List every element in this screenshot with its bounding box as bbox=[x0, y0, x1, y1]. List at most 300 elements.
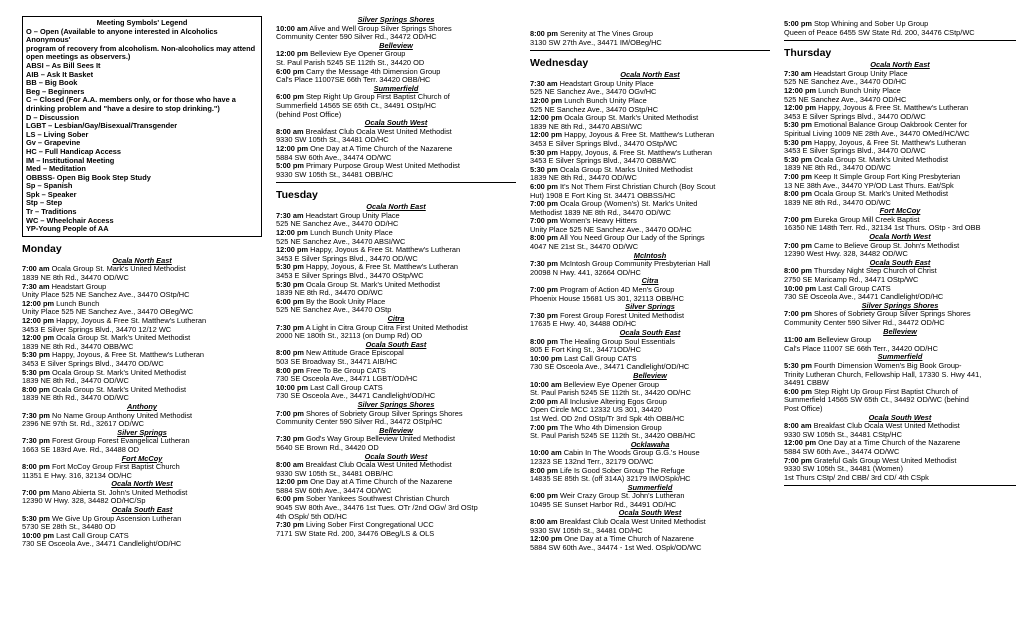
meeting-address: Spiritual Living 1009 NE 28th Ave., 34470 OMed/HC/WC bbox=[784, 129, 970, 138]
meeting-address: 525 NE Sanchez Ave., 34470 OStp/HC bbox=[530, 105, 659, 114]
meeting-name: Headstart Group Unity Place bbox=[813, 69, 908, 78]
meeting-entry bbox=[22, 300, 262, 309]
meeting-time: 7:30 pm bbox=[276, 435, 304, 444]
area-heading: Anthony bbox=[127, 401, 157, 411]
day-heading: Tuesday bbox=[276, 189, 318, 202]
meeting-time: 12:00 pm bbox=[22, 317, 55, 325]
meeting-time: 7:00 pm bbox=[530, 217, 558, 226]
meeting-address: 5884 SW 60th Ave., 34474 - 1st Wed. OSpk/OD/WC bbox=[530, 543, 702, 552]
meeting-name: Lunch Bunch Unity Place bbox=[564, 96, 647, 105]
meeting-time: 7:30 pm bbox=[22, 437, 50, 446]
meeting-time: 8:00 pm bbox=[530, 466, 558, 475]
area-heading: Ocala North East bbox=[870, 60, 930, 70]
meeting-address: 3453 E Silver Springs Blvd., 34470 OStp/WC bbox=[276, 272, 424, 281]
legend-box bbox=[22, 16, 262, 237]
meeting-name: Happy, Joyous, & Free St. Matthew's Lutheran bbox=[560, 148, 713, 157]
area-heading: Fort McCoy bbox=[121, 453, 163, 463]
meeting-name: We Give Up Group Ascension Lutheran bbox=[52, 514, 182, 523]
column-1 bbox=[22, 0, 262, 549]
meeting-address: 3453 E Silver Springs Blvd., 34470 OD/WC bbox=[22, 359, 164, 368]
meeting-entry bbox=[276, 349, 516, 358]
meeting-time: 8:00 pm bbox=[276, 366, 304, 375]
meeting-address: 1839 NE 8th Rd., 34470 OD/WC bbox=[530, 174, 637, 183]
meeting-entry bbox=[276, 212, 516, 221]
meeting-entry bbox=[530, 381, 770, 390]
meeting-time: 5:00 pm bbox=[276, 162, 304, 171]
meeting-address: 3453 E Silver Springs Blvd., 34470 OD/WC bbox=[784, 147, 926, 156]
meeting-name: Ocala Group St. Mark's United Methodist bbox=[564, 114, 699, 123]
meeting-name: Step Right Up Group First Baptist Church of bbox=[306, 93, 450, 102]
meeting-name: Ocala Group (Women's) St. Mark's United bbox=[560, 200, 698, 209]
meeting-name: Lunch Bunch Unity Place bbox=[818, 86, 901, 95]
meeting-name: Happy, Joyous, & Free St. Matthew's Lutheran bbox=[306, 263, 459, 272]
meeting-entry bbox=[276, 246, 516, 255]
meeting-address: 4047 NE 21st St., 34470 OD/WC bbox=[530, 243, 639, 252]
area-heading: Ocklawaha bbox=[630, 439, 670, 449]
area-heading: Summerfield bbox=[877, 352, 923, 362]
meeting-name: No Name Group Anthony United Methodist bbox=[52, 411, 193, 420]
meeting-name: Forest Group Forest Evangelical Lutheran bbox=[52, 437, 190, 446]
meeting-entry bbox=[784, 70, 1016, 79]
meeting-entry bbox=[276, 521, 516, 530]
meeting-time: 5:30 pm bbox=[784, 155, 812, 164]
meeting-address: 3130 SW 27th Ave., 34471 IM/OBeg/HC bbox=[530, 38, 662, 47]
meeting-address: 2750 SE Maricamp Rd., 34471 OStp/WC bbox=[784, 276, 919, 285]
meeting-time: 7:30 am bbox=[784, 69, 812, 78]
meeting-name: Breakfast Club Ocala West United Methodist bbox=[813, 422, 960, 431]
meeting-time: 7:30 pm bbox=[276, 521, 304, 530]
section-divider bbox=[784, 40, 1016, 41]
meeting-time: 5:30 pm bbox=[276, 280, 304, 289]
meeting-address: 9330 SW 105th St., 34481 OBB/HC bbox=[276, 469, 394, 478]
meeting-name: Program of Action 4D Men's Group bbox=[560, 286, 675, 295]
legend-line: LGBT – Lesbian/Gay/Bisexual/Transgender bbox=[26, 121, 178, 131]
meeting-address: Hut) 1908 E Fort King St. 34471 OBBSS/HC bbox=[530, 191, 676, 200]
meeting-address: Cal's Place 11007 SE 66th Terr., 34420 OD/HC bbox=[784, 344, 938, 353]
meeting-time: 8:00 pm bbox=[530, 30, 558, 38]
meeting-time: 7:00 pm bbox=[530, 200, 558, 209]
meeting-entry bbox=[22, 351, 262, 360]
legend-line: Sp – Spanish bbox=[26, 181, 73, 191]
meeting-time: 6:00 pm bbox=[276, 93, 304, 102]
meeting-entry bbox=[784, 190, 1016, 199]
meeting-address: 13 NE 38th Ave., 34470 YP/OD Last Thurs. Eat/Spk bbox=[784, 181, 954, 190]
meeting-address: 9330 SW 105th St., 34481 OD/HC bbox=[530, 526, 643, 535]
meeting-entry bbox=[784, 156, 1016, 165]
meeting-time: 7:30 am bbox=[22, 282, 50, 291]
legend-line: LS – Living Sober bbox=[26, 129, 89, 139]
meeting-time: 12:00 pm bbox=[530, 114, 563, 123]
day-heading: Thursday bbox=[784, 47, 832, 60]
meeting-entry bbox=[784, 87, 1016, 96]
meeting-address: Methodist 1839 NE 8th Rd., 34470 OD/WC bbox=[530, 208, 671, 217]
meeting-time: 12:00 pm bbox=[276, 478, 309, 487]
meeting-name: Last Call Group CATS bbox=[564, 354, 637, 363]
legend-line: drinking problem and "have a desire to stop drinking.") bbox=[26, 103, 220, 113]
day-heading: Wednesday bbox=[530, 57, 589, 70]
meeting-time: 5:30 pm bbox=[784, 121, 812, 130]
meeting-entry bbox=[530, 492, 770, 501]
meeting-entry bbox=[784, 104, 1016, 113]
meeting-address: 1st Wed. OD 2nd OStp/Tr 3rd Spk 4th OBB/HC bbox=[530, 414, 685, 423]
meeting-entry bbox=[784, 216, 1016, 225]
meeting-name: Fort McCoy Group First Baptist Church bbox=[52, 463, 180, 472]
meeting-time: 7:00 pm bbox=[22, 488, 50, 497]
area-heading: Ocala North West bbox=[869, 232, 931, 242]
meeting-time: 12:00 pm bbox=[276, 144, 309, 153]
meeting-address: 11351 E Hwy. 316, 32134 OD/HC bbox=[22, 471, 132, 480]
meeting-entry bbox=[530, 312, 770, 321]
meeting-name: Belleview Eye Opener Group bbox=[310, 50, 406, 59]
meeting-entry bbox=[530, 131, 770, 140]
meeting-name: Breakfast Club Ocala West United Methodist bbox=[305, 461, 452, 470]
meeting-entry bbox=[276, 145, 516, 154]
meeting-entry bbox=[276, 478, 516, 487]
meeting-name: Ocala Group St. Marks United Methodist bbox=[560, 165, 693, 174]
meeting-address: 730 SE Osceola Ave., 34471 Candlelight/OD/HC bbox=[530, 363, 690, 372]
meeting-address: 5884 SW 60th Ave., 34474 OD/WC bbox=[276, 486, 392, 495]
meeting-entry bbox=[22, 489, 262, 498]
meeting-address: 14835 SE 85th St. (off 314A) 32179 IM/OSpk/HC bbox=[530, 475, 691, 484]
meeting-name: Ocala Group St. Mark's United Methodist bbox=[814, 155, 949, 164]
meeting-time: 8:00 pm bbox=[530, 337, 558, 346]
meeting-entry bbox=[784, 388, 1016, 397]
meeting-entry bbox=[276, 68, 516, 77]
meeting-entry bbox=[784, 457, 1016, 466]
legend-line: Gv – Grapevine bbox=[26, 138, 81, 148]
meeting-time: 12:00 pm bbox=[530, 535, 563, 544]
meeting-entry bbox=[784, 121, 1016, 130]
area-heading: Ocala South West bbox=[618, 508, 682, 518]
meeting-time: 6:00 pm bbox=[530, 492, 558, 501]
meeting-name: Cabin In The Woods Group G.G.'s House bbox=[563, 449, 700, 458]
meeting-time: 12:00 pm bbox=[276, 246, 309, 255]
meeting-name: Happy, Joyous & Free St. Matthew's Lutheran bbox=[310, 246, 461, 255]
meeting-name: Living Sober First Congregational UCC bbox=[306, 521, 434, 530]
meeting-address: 1839 NE 8th Rd., 34470 ABSI/WC bbox=[530, 122, 643, 131]
meeting-entry bbox=[530, 398, 770, 407]
meeting-entry bbox=[276, 229, 516, 238]
area-heading: Ocala South East bbox=[869, 257, 931, 267]
meeting-time: 7:00 pm bbox=[784, 310, 812, 319]
meeting-name: Women's Heavy Hitters bbox=[560, 217, 637, 226]
meeting-address: 17635 E Hwy. 40, 34488 OD/HC bbox=[530, 320, 637, 329]
meeting-address: St. Paul Parish 5245 SE 112th St., 34420 OD/HC bbox=[530, 389, 691, 398]
meeting-entry bbox=[530, 30, 770, 39]
meeting-entry bbox=[530, 535, 770, 544]
meeting-time: 7:30 pm bbox=[276, 323, 304, 332]
meeting-name: Last Call Group CATS bbox=[56, 531, 129, 540]
meeting-name: Ocala Group St. Mark's United Methodist bbox=[56, 334, 191, 343]
meeting-time: 10:00 pm bbox=[22, 531, 55, 540]
section-divider bbox=[784, 485, 1016, 486]
area-heading: Citra bbox=[387, 314, 405, 323]
meeting-name: Thursday Night Step Church of Christ bbox=[813, 267, 937, 276]
meeting-entry bbox=[784, 285, 1016, 294]
meeting-entry bbox=[276, 25, 516, 34]
meeting-address: Unity Place 525 NE Sanchez Ave., 34470 OD/HC bbox=[530, 225, 692, 234]
area-heading: Silver Springs bbox=[117, 427, 167, 437]
meeting-address: 3453 E Silver Springs Blvd., 34470 OD/WC bbox=[276, 254, 418, 263]
meeting-name: Happy, Joyous & Free St. Matthew's Lutheran bbox=[56, 317, 207, 325]
legend-line: Med – Meditation bbox=[26, 164, 86, 174]
meeting-entry bbox=[22, 515, 262, 524]
meeting-name: Lunch Bunch bbox=[56, 299, 100, 308]
meeting-address: Cal's Place 11007SE 66th Terr. 34420 OBB/HC bbox=[276, 76, 431, 85]
meeting-time: 12:00 pm bbox=[784, 104, 817, 113]
meeting-time: 7:00 pm bbox=[784, 215, 812, 224]
meeting-time: 7:30 am bbox=[276, 211, 304, 220]
meeting-name: Belleview Group bbox=[817, 336, 872, 345]
meeting-time: 8:00 am bbox=[784, 422, 812, 431]
meeting-entry bbox=[530, 149, 770, 158]
area-heading: Ocala North East bbox=[112, 255, 172, 265]
meeting-time: 5:30 pm bbox=[530, 148, 558, 157]
meeting-name: Headstart Group Unity Place bbox=[559, 79, 654, 88]
meeting-time: 5:30 pm bbox=[22, 368, 50, 377]
legend-line: C – Closed (For A.A. members only, or for those who have a bbox=[26, 95, 236, 105]
meeting-name: Alive and Well Group Silver Springs Shores bbox=[309, 24, 452, 33]
meeting-address: Phoenix House 15681 US 301, 32113 OBB/HC bbox=[530, 294, 684, 303]
meeting-address: 20098 N Hwy. 441, 32664 OD/HC bbox=[530, 268, 641, 277]
meeting-time: 5:30 pm bbox=[22, 514, 50, 523]
meeting-entry bbox=[276, 324, 516, 333]
meeting-address: 525 NE Sanchez Ave., 34470 OD/HC bbox=[784, 78, 907, 87]
meeting-name: New Attitude Grace Episcopal bbox=[306, 349, 404, 358]
area-heading: Silver Springs Shores bbox=[861, 300, 939, 310]
meeting-address: 3453 E Silver Springs Blvd., 34470 OStp/WC bbox=[530, 139, 678, 148]
meeting-name: Ocala Group St. Mark's United Methodist bbox=[51, 265, 186, 274]
meeting-address: 525 NE Sanchez Ave., 34470 OGv/HC bbox=[530, 88, 657, 97]
meeting-address: 5640 SE Brown Rd., 34420 OD bbox=[276, 443, 379, 452]
legend-line: Beg – Beginners bbox=[26, 86, 85, 96]
area-heading: Ocala North West bbox=[111, 479, 173, 489]
meeting-entry bbox=[22, 532, 262, 541]
legend-line: BB – Big Book bbox=[26, 78, 78, 88]
meeting-name: Came to Believe Group St. John's Methodist bbox=[814, 241, 960, 250]
meeting-address: 730 SE Osceola Ave., 34471 Candlelight/OD/HC bbox=[276, 392, 436, 401]
meeting-time: 7:00 pm bbox=[276, 409, 304, 418]
meeting-entry bbox=[530, 234, 770, 243]
meeting-entry bbox=[530, 166, 770, 175]
meeting-address: 34491 CBBW bbox=[784, 379, 829, 388]
meeting-entry bbox=[22, 412, 262, 421]
meeting-address: 805 E Fort King St., 34471OD/HC bbox=[530, 346, 641, 355]
legend-line: O – Open (Available to anyone interested in Alcoholics Anonymous' bbox=[26, 26, 218, 45]
meeting-address: (behind Post Office) bbox=[276, 110, 342, 119]
meeting-time: 7:00 pm bbox=[784, 172, 812, 181]
meeting-entry bbox=[530, 114, 770, 123]
meeting-address: 730 SE Osceola Ave., 34471 Candlelight/OD/HC bbox=[784, 293, 944, 302]
legend-line: YP-Young People of AA bbox=[26, 224, 109, 234]
meeting-entry bbox=[784, 422, 1016, 431]
meeting-time: 10:00 pm bbox=[784, 284, 817, 293]
meeting-entry bbox=[276, 281, 516, 290]
meeting-time: 10:00 pm bbox=[276, 383, 309, 392]
meeting-time: 8:00 pm bbox=[22, 385, 50, 394]
meeting-entry bbox=[530, 286, 770, 295]
meeting-address: 12390 West Hwy. 328, 34482 OD/WC bbox=[784, 250, 908, 259]
meeting-time: 6:00 pm bbox=[530, 182, 558, 191]
meeting-entry bbox=[276, 435, 516, 444]
meeting-time: 12:00 pm bbox=[530, 131, 563, 140]
meeting-name: Breakfast Club Ocala West United Methodist bbox=[305, 127, 452, 136]
meeting-address: 16350 NE 148th Terr. Rd., 32134 1st Thurs. OStp - 3rd OBB bbox=[784, 224, 981, 233]
meeting-entry bbox=[276, 128, 516, 137]
meeting-name: Serenity at The Vines Group bbox=[560, 30, 653, 38]
meeting-time: 10:00 pm bbox=[530, 354, 563, 363]
meeting-name: Free To Be Group CATS bbox=[306, 366, 386, 375]
meeting-address: 525 NE Sanchez Ave., 34470 OStp bbox=[276, 306, 392, 315]
meeting-name: One Day at a Time Church of Nazarene bbox=[564, 535, 694, 544]
meeting-address: Unity Place 525 NE Sanchez Ave., 34470 OBeg/WC bbox=[22, 308, 194, 317]
area-heading: Belleview bbox=[633, 370, 667, 380]
legend-line: Tr – Traditions bbox=[26, 207, 77, 217]
meeting-address: 2000 NE 180th St., 32113 (on Dump Rd) OD bbox=[276, 332, 423, 341]
day-heading: Monday bbox=[22, 242, 62, 255]
meeting-entry bbox=[784, 139, 1016, 148]
meeting-entry bbox=[530, 183, 770, 192]
meeting-address: Open Circle MCC 12332 US 301, 34420 bbox=[530, 406, 662, 415]
meeting-time: 7:00 pm bbox=[784, 456, 812, 465]
meeting-name: Sober Yankees Southwest Christian Church bbox=[306, 495, 450, 504]
meeting-address: 4th OSpk/ 5th OD/HC bbox=[276, 512, 348, 521]
meeting-entry bbox=[530, 97, 770, 106]
meeting-entry bbox=[530, 467, 770, 476]
meeting-address: 1839 NE 8th Rd., 34470 OD/WC bbox=[276, 289, 383, 298]
meeting-address: Community Center 590 Silver Rd., 34472 OD/HC bbox=[276, 33, 437, 42]
meeting-address: 1839 NE 8th Rd., 34470 OBB/WC bbox=[22, 342, 134, 351]
meeting-address: 525 NE Sanchez Ave., 34470 ABSI/WC bbox=[276, 237, 406, 246]
meeting-entry bbox=[784, 267, 1016, 276]
meeting-time: 2:00 pm bbox=[530, 397, 558, 406]
meeting-address: 3453 E Silver Springs Blvd., 34470 OBB/WC bbox=[530, 157, 677, 166]
meeting-time: 8:00 pm bbox=[784, 190, 812, 199]
meeting-entry bbox=[22, 437, 262, 446]
meeting-name: Weir Crazy Group St. John's Lutheran bbox=[560, 492, 685, 501]
meeting-entry bbox=[22, 369, 262, 378]
area-heading: Fort McCoy bbox=[879, 206, 921, 216]
meeting-address: Community Center 590 Silver Rd., 34472 OD/HC bbox=[784, 319, 945, 327]
legend-line: D – Discussion bbox=[26, 112, 79, 122]
area-heading: Ocala South West bbox=[364, 451, 428, 461]
meeting-time: 7:00 pm bbox=[784, 241, 812, 250]
area-heading: Summerfield bbox=[373, 83, 419, 93]
meeting-entry bbox=[276, 162, 516, 171]
meeting-address: 12323 SE 132nd Terr., 32179 OD/WC bbox=[530, 457, 654, 466]
area-heading: Summerfield bbox=[627, 482, 673, 492]
area-heading: Belleview bbox=[883, 326, 917, 336]
meeting-address: Summerfield 14565 SW 65th Ct., 34492 OD/WC (behind bbox=[784, 396, 969, 405]
meeting-time: 12:00 pm bbox=[276, 50, 309, 59]
meeting-address: 9045 SW 80th Ave., 34476 1st Tues. OTr /2nd OGv/ 3rd OStp bbox=[276, 504, 478, 513]
meeting-entry bbox=[22, 265, 262, 274]
meeting-entry bbox=[276, 495, 516, 504]
meeting-address: 9330 SW 105th St., 34481 (Women) bbox=[784, 465, 904, 474]
meeting-time: 5:00 pm bbox=[784, 20, 812, 28]
meeting-name: Grateful Gals Group West United Methodist bbox=[814, 456, 957, 465]
area-heading: Belleview bbox=[379, 40, 413, 50]
meeting-name: The Who 4th Dimension Group bbox=[559, 423, 662, 432]
column-3 bbox=[530, 0, 770, 552]
meeting-name: Ocala Group St. Mark's United Methodist bbox=[52, 385, 187, 394]
meeting-name: Ocala Group St. Mark's United Methodist bbox=[52, 368, 187, 377]
meeting-time: 6:00 pm bbox=[276, 297, 304, 306]
meeting-address: 7171 SW State Rd. 200, 34476 OBeg/LS & OLS bbox=[276, 529, 435, 538]
meeting-address: 12390 W Hwy. 328, 34482 OD/HC/Sp bbox=[22, 497, 146, 506]
legend-line: HC – Full Handicap Access bbox=[26, 146, 122, 156]
meeting-address: 2396 NE 97th St. Rd., 32617 OD/WC bbox=[22, 420, 145, 429]
meeting-name: Mano Abierta St. John's United Methodist bbox=[52, 488, 188, 497]
area-heading: Ocala South East bbox=[111, 505, 173, 515]
meeting-entry bbox=[530, 518, 770, 527]
meeting-time: 5:30 pm bbox=[784, 361, 812, 370]
meeting-name: Happy, Joyous & Free St. Matthew's Lutheran bbox=[564, 131, 715, 140]
meeting-time: 5:30 pm bbox=[276, 263, 304, 272]
meeting-time: 7:00 pm bbox=[530, 286, 558, 295]
meeting-time: 7:30 pm bbox=[530, 311, 558, 320]
meeting-address: 5884 SW 60th Ave., 34474 OD/WC bbox=[784, 447, 900, 456]
area-heading: Ocala South West bbox=[868, 412, 932, 422]
meeting-address: Community Center 590 Silver Rd., 34472 OStp/HC bbox=[276, 418, 443, 427]
meeting-entry bbox=[784, 173, 1016, 182]
legend-title: Meeting Symbols' Legend bbox=[96, 18, 188, 27]
legend-line: open meetings as observers.) bbox=[26, 52, 131, 62]
meeting-time: 10:00 am bbox=[530, 380, 562, 389]
meeting-time: 6:00 pm bbox=[784, 387, 812, 396]
meeting-name: Ocala Group St. Mark's United Methodist bbox=[814, 190, 949, 199]
meeting-entry bbox=[276, 263, 516, 272]
meeting-entry bbox=[530, 260, 770, 269]
legend-line: Stp – Step bbox=[26, 198, 63, 208]
meeting-name: Forest Group Forest United Methodist bbox=[560, 311, 685, 320]
meeting-name: Primary Purpose Group West United Methodist bbox=[306, 162, 460, 171]
meeting-name: God's Way Group Belleview United Methodist bbox=[306, 435, 456, 444]
meeting-address: 1st Thurs CStp/ 2nd CBB/ 3rd CD/ 4th CSpk bbox=[784, 473, 929, 482]
legend-line: Spk – Speaker bbox=[26, 189, 77, 199]
meeting-name: The Healing Group Soul Essentials bbox=[559, 337, 675, 346]
area-heading: Ocala North East bbox=[366, 202, 426, 212]
meeting-name: Stop Whining and Sober Up Group bbox=[814, 20, 929, 28]
meeting-entry bbox=[22, 317, 262, 326]
meeting-entry bbox=[276, 410, 516, 419]
meeting-address: 1839 NE 8th Rd., 34470 OD/WC bbox=[22, 394, 129, 403]
meeting-address: St. Paul Parish 5245 SE 112th St., 34420 OBB/HC bbox=[530, 432, 696, 441]
meeting-name: All Inclusive Altering Egos Group bbox=[559, 397, 667, 406]
meeting-time: 8:00 am bbox=[530, 518, 558, 527]
column-2 bbox=[276, 0, 516, 538]
meeting-entry bbox=[22, 283, 262, 292]
meeting-time: 12:00 pm bbox=[22, 334, 55, 343]
area-heading: Silver Springs Shores bbox=[357, 15, 435, 24]
meeting-name: Happy, Joyous, & Free St. Matthew's Lutheran bbox=[814, 138, 967, 147]
meeting-time: 7:00 am bbox=[22, 265, 50, 274]
meeting-address: Summerfield 14565 SE 65th Ct., 34491 OStp/HC bbox=[276, 101, 437, 110]
legend-line: AIB – Ask It Basket bbox=[26, 69, 94, 79]
meeting-address: 503 SE Broadway St., 34471 AIB/HC bbox=[276, 357, 398, 366]
meeting-time: 7:30 pm bbox=[22, 411, 50, 420]
meeting-time: 11:00 am bbox=[784, 336, 816, 345]
meeting-time: 6:00 pm bbox=[276, 495, 304, 504]
meeting-time: 5:30 pm bbox=[784, 138, 812, 147]
meeting-name: Shores of Sobriety Group Silver Springs Shores bbox=[306, 409, 463, 418]
legend-line: IM – Institutional Meeting bbox=[26, 155, 115, 165]
meeting-name: Life Is Good Sober Group The Refuge bbox=[560, 466, 685, 475]
meeting-address: 730 SE Osceola Ave., 34471 LGBT/OD/HC bbox=[276, 375, 418, 384]
meeting-name: Breakfast Club Ocala West United Methodist bbox=[559, 518, 706, 527]
legend-line: program of recovery from alcoholism. Non-alcoholics may attend bbox=[26, 43, 256, 53]
meeting-entry bbox=[784, 242, 1016, 251]
